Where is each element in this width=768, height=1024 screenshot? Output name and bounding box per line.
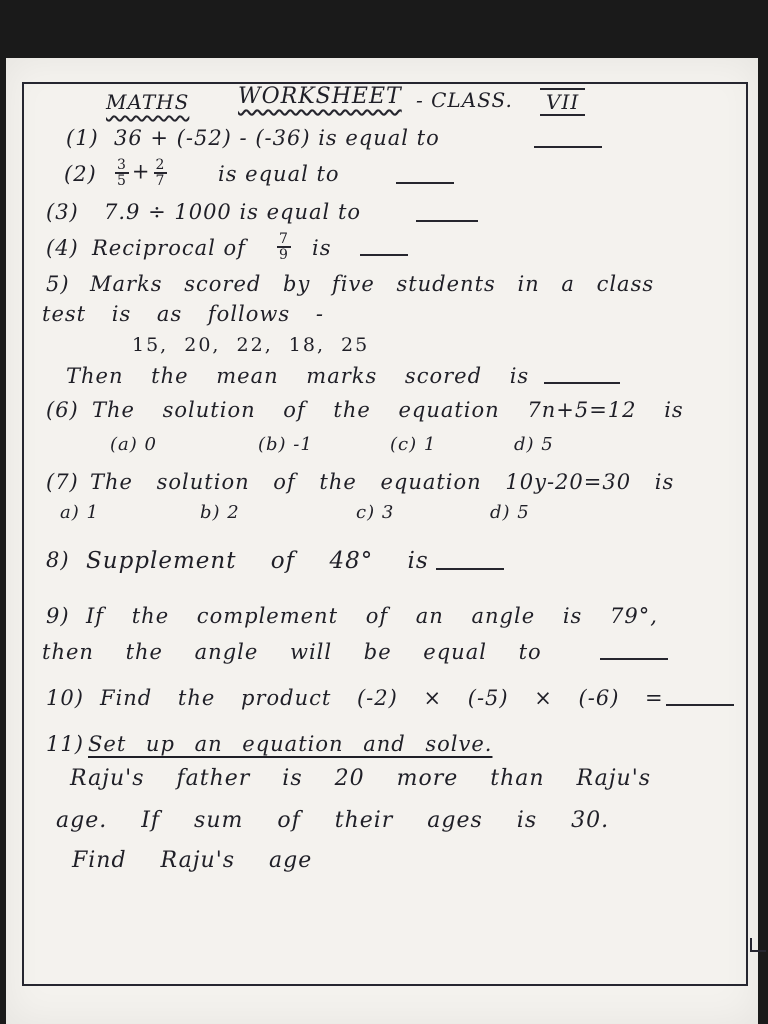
q8-text: Supplement of 48° is (86, 548, 429, 574)
q7-text: The solution of the equation 10y-20=30 is (90, 470, 675, 494)
q6-number: (6) (46, 398, 79, 422)
q11-line-2: age. If sum of their ages is 30. (56, 808, 610, 833)
q8-answer-blank (436, 568, 504, 570)
q6-option-b: (b) -1 (258, 434, 313, 455)
q6-option-a: (a) 0 (110, 434, 157, 455)
q6-text: The solution of the equation 7n+5=12 is (92, 398, 684, 422)
q5-line-1: Marks scored by five students in a class (90, 272, 655, 296)
q3-number: (3) (46, 200, 79, 224)
q2-fraction-2: $\frac{2}{7}$ (155, 157, 166, 189)
q5-number: 5) (46, 272, 70, 296)
q9-line-2: then the angle will be equal to (42, 640, 542, 664)
q5-marks-values: 15, 20, 22, 18, 25 (132, 334, 370, 356)
q2-fraction-1: $\frac{3}{5}$ (117, 157, 127, 189)
q2-expression (112, 158, 170, 188)
q2-text: is equal to (218, 162, 340, 186)
q2-number: (2) (64, 162, 97, 186)
q6-option-d: d) 5 (514, 434, 554, 455)
q11-line-1: Raju's father is 20 more than Raju's (70, 766, 652, 791)
q9-answer-blank (600, 658, 668, 660)
q5-line-3: Then the mean marks scored is (66, 364, 530, 388)
q7-option-b: b) 2 (200, 502, 240, 523)
q8-number: 8) (46, 548, 70, 572)
q3-text: 7.9 ÷ 1000 is equal to (104, 200, 362, 224)
q4-fraction: $\frac{7}{9}$ (279, 231, 289, 263)
q6-option-c: (c) 1 (390, 434, 437, 455)
q10-text: Find the product (-2) × (-5) × (-6) = (100, 686, 664, 710)
q7-option-d: d) 5 (490, 502, 530, 523)
border-corner-mark (750, 938, 766, 952)
q7-option-c: c) 3 (356, 502, 395, 523)
q4-number: (4) (46, 236, 79, 260)
q1-text: 36 + (-52) - (-36) is equal to (114, 126, 440, 150)
class-label: - CLASS. (416, 88, 513, 112)
q3-answer-blank (416, 220, 478, 222)
q11-line-3: Find Raju's age (72, 848, 313, 873)
worksheet-paper (6, 58, 758, 1024)
q2-plus-sign: + (131, 159, 151, 184)
q11-number: 11) (46, 732, 84, 756)
q4-text-before: Reciprocal of (92, 236, 246, 260)
q11-heading: Set up an equation and solve. (88, 732, 493, 756)
q2-answer-blank (396, 182, 454, 184)
q10-answer-blank (666, 704, 734, 706)
q10-number: 10) (46, 686, 84, 710)
subject-label: MATHS (106, 90, 190, 114)
q9-number: 9) (46, 604, 70, 628)
worksheet-title: WORKSHEET (238, 84, 402, 109)
q5-answer-blank (544, 382, 620, 384)
q5-line-2: test is as follows - (42, 302, 324, 326)
q7-number: (7) (46, 470, 79, 494)
class-value: VII (540, 88, 585, 116)
q4-answer-blank (360, 254, 408, 256)
q1-number: (1) (66, 126, 99, 150)
q4-text-after: is (312, 236, 332, 260)
q7-option-a: a) 1 (60, 502, 99, 523)
q1-answer-blank (534, 146, 602, 148)
q9-line-1: If the complement of an angle is 79°, (86, 604, 658, 628)
